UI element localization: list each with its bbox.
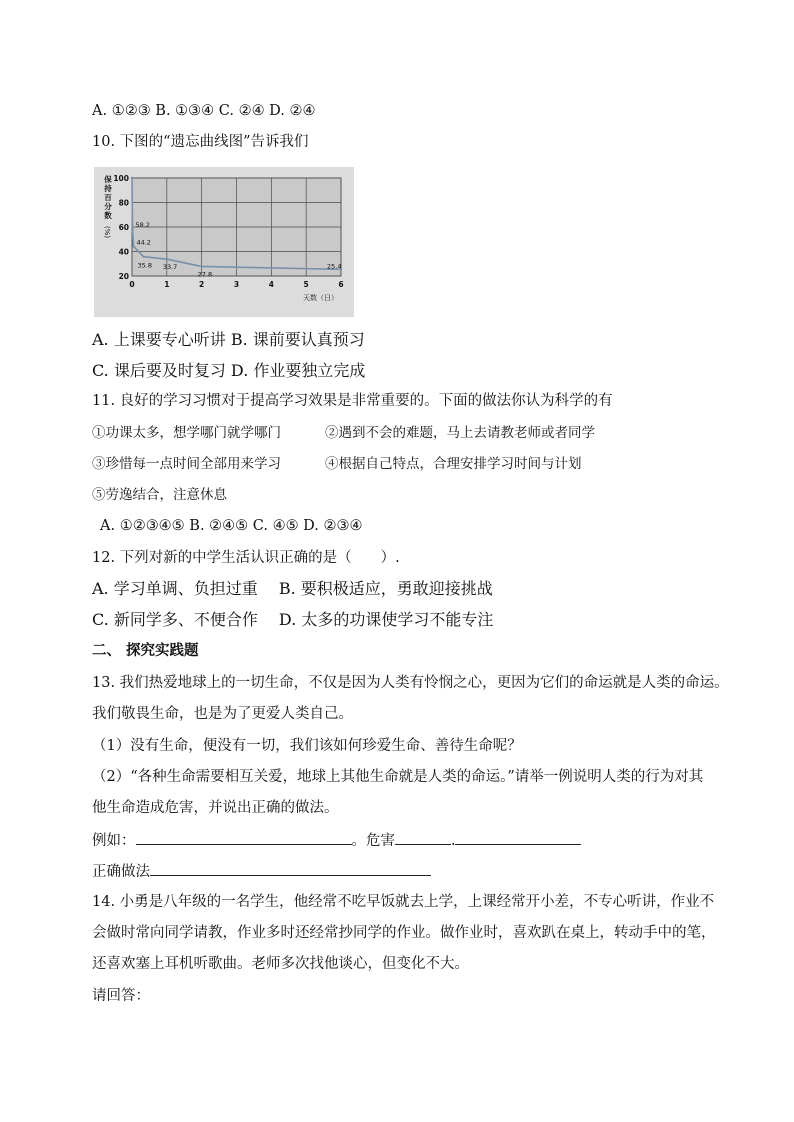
q13-line-2: 我们敬畏生命，也是为了更爱人类自己。 xyxy=(92,706,353,722)
x-tick-label: 0 xyxy=(129,280,135,289)
q14-line-1: 14. 小勇是八年级的一名学生，他经常不吃早饭就去上学，上课经常开小差，不专心听讲，作业不 xyxy=(92,894,715,910)
forgetting-curve-chart xyxy=(94,167,354,317)
q11-item-1: ①功课太多，想学哪门就学哪门 xyxy=(92,425,281,441)
correct-practice-label: 正确做法 xyxy=(92,864,150,880)
harm-blank-2[interactable] xyxy=(455,830,581,845)
data-point xyxy=(131,228,133,230)
x-tick-label: 4 xyxy=(268,280,274,289)
y-tick-label: 20 xyxy=(118,272,129,281)
y-axis-label-char: 保 xyxy=(104,175,112,184)
q10-stem: 10. 下图的“遗忘曲线图”告诉我们 xyxy=(92,134,309,150)
data-label: 25.4 xyxy=(327,262,342,271)
q9-options: A. ①②③ B. ①③④ C. ②④ D. ②④ xyxy=(92,103,316,119)
y-tick-label: 80 xyxy=(118,198,129,208)
data-label: 44.2 xyxy=(136,238,151,247)
q12-options-cd: C. 新同学多、不便合作 D. 太多的功课使学习不能专注 xyxy=(92,610,494,629)
y-tick-label: 60 xyxy=(118,223,129,232)
q11-item-4: ④根据自己特点，合理安排学习时间与计划 xyxy=(325,456,582,472)
q13-sub-question-2-line-2: 他生命造成危害，并说出正确的做法。 xyxy=(92,800,339,816)
data-point xyxy=(131,177,133,179)
harm-blank-1[interactable] xyxy=(395,830,451,845)
q13-example-row: 例如： 。危害 . xyxy=(92,830,581,851)
q12-stem: 12. 下列对新的中学生活认识正确的是（ ）. xyxy=(92,550,400,566)
q13-sub-question-1: （1）没有生命，便没有一切，我们该如何珍爱生命、善待生命呢？ xyxy=(92,738,522,754)
data-label: 27.8 xyxy=(197,270,213,279)
y-axis-label-char: 百 xyxy=(104,193,112,202)
y-axis-label-char: 数 xyxy=(104,211,112,220)
q14-prompt: 请回答： xyxy=(92,988,150,1004)
y-axis-label-char: 持 xyxy=(104,184,112,193)
correct-practice-blank[interactable] xyxy=(150,861,431,876)
section-title: 二、 探究实践题 xyxy=(92,642,199,659)
q13-correct-row xyxy=(92,861,431,882)
q13-line-1: 13. 我们热爱地球上的一切生命，不仅是因为人类有怜悯之心，更因为它们的命运就是人类的命运。 xyxy=(92,675,729,691)
q13-sub-question-2-line-1: （2）“各种生命需要相互关爱，地球上其他生命就是人类的命运。”请举一例说明人类的行为对其 xyxy=(92,769,704,785)
harm-label: 。危害 xyxy=(351,833,395,849)
y-axis-label-char: 分 xyxy=(104,202,112,211)
x-tick-label: 1 xyxy=(164,280,170,289)
x-tick-label: 6 xyxy=(338,280,344,289)
data-point xyxy=(142,255,144,257)
q11-options: A. ①②③④⑤ B. ②④⑤ C. ④⑤ D. ②③④ xyxy=(100,518,363,534)
chart-svg xyxy=(94,167,354,317)
example-label: 例如： xyxy=(92,833,136,849)
y-axis-label-unit: (%) xyxy=(103,225,111,239)
x-tick-label: 2 xyxy=(199,280,205,289)
data-label: 35.8 xyxy=(137,261,152,270)
y-tick-label: 40 xyxy=(118,247,129,257)
q10-options-ab: A. 上课要专心听讲 B. 课前要认真预习 xyxy=(92,330,365,349)
y-tick-label: 100 xyxy=(113,174,129,183)
q11-item-3: ③珍惜每一点时间全部用来学习 xyxy=(92,456,281,472)
x-tick-label: 3 xyxy=(233,280,240,289)
example-blank[interactable] xyxy=(136,830,352,845)
data-point xyxy=(132,245,134,247)
x-tick-label: 5 xyxy=(303,280,309,289)
q10-options-cd: C. 课后要及时复习 D. 作业要独立完成 xyxy=(92,361,366,380)
data-label: 33.7 xyxy=(162,263,178,272)
q11-item-5: ⑤劳逸结合，注意休息 xyxy=(92,487,227,503)
q11-stem: 11. 良好的学习习惯对于提高学习效果是非常重要的。下面的做法你认为科学的有 xyxy=(92,393,613,409)
q12-options-ab: A. 学习单调、负担过重 B. 要积极适应，勇敢迎接挑战 xyxy=(92,579,493,598)
data-point xyxy=(166,258,168,260)
q11-item-2: ②遇到不会的难题，马上去请教老师或者同学 xyxy=(325,425,595,441)
x-axis-label: 天数（日） xyxy=(303,294,338,302)
q14-line-3: 还喜欢塞上耳机听歌曲。老师多次找他谈心，但变化不大。 xyxy=(92,956,469,972)
q14-line-2: 会做时常向同学请教，作业多时还经常抄同学的作业。做作业时，喜欢趴在桌上，转动手中的笔， xyxy=(92,925,716,941)
data-label: 58.2 xyxy=(135,221,150,230)
data-point xyxy=(200,265,202,267)
